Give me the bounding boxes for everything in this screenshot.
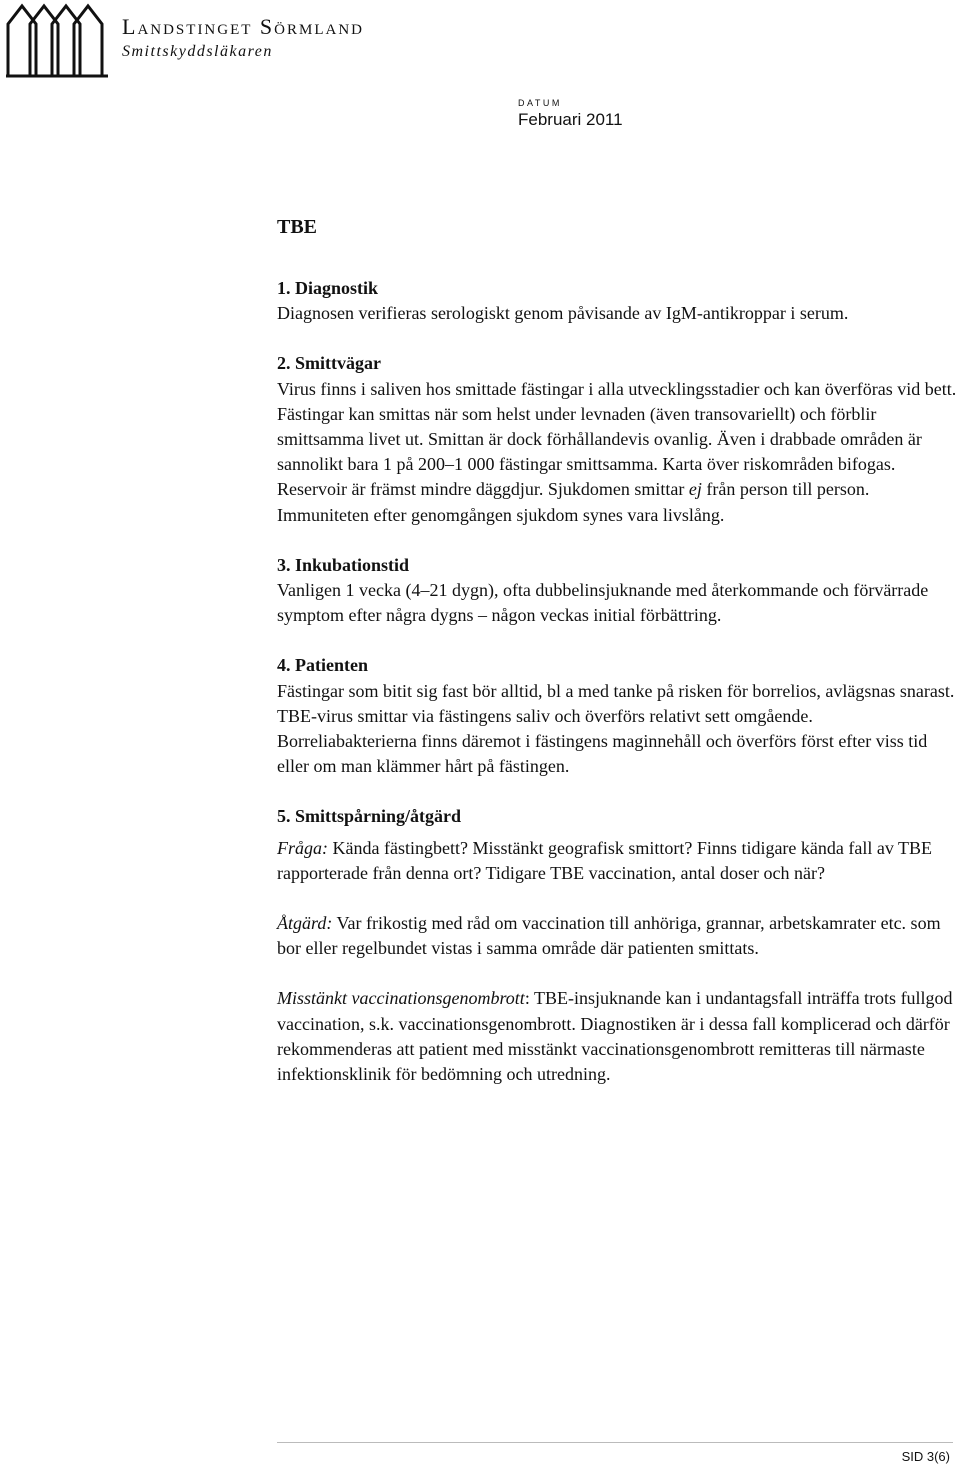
organization-header (122, 14, 364, 62)
document-body (277, 214, 957, 1112)
action-paragraph (277, 911, 957, 961)
section-heading: 4. Patienten (277, 655, 368, 676)
question-paragraph (277, 836, 957, 886)
date-value: Februari 2011 (518, 110, 623, 129)
emphasis-text: ej (688, 479, 702, 500)
date-block (518, 97, 623, 131)
text-part: från person till person. Immuniteten efter genomgången sjukdom synes vara livslång. (277, 479, 870, 525)
document-title: TBE (277, 216, 318, 238)
action-text: Var frikostig med råd om vaccination till anhöriga, grannar, arbetskamrater etc. som bor eller regelbundet vistas i samma område där patienten smittats. (277, 913, 941, 959)
section-text: Fästingar som bitit sig fast bör alltid, bl a med tanke på risken för borrelios, avlägsnas snarast. TBE-virus smittar via fästingens saliv och överförs relativt sett omgående. Borreliabakterierna finns däremot i fästingens maginnehåll och överförs först efter viss tid eller om man klämmer hårt på fästingen. (277, 680, 955, 777)
section-heading: 5. Smittspårning/åtgärd (277, 806, 462, 827)
organization-name: Landstinget Sörmland (122, 14, 364, 39)
breakthrough-text: : TBE-insjuknande kan i undantagsfall inträffa trots fullgod vaccination, s.k. vaccinationsgenombrott. Diagnostiken är i dessa fall komplicerad och därför rekommenderas att patient med misstänkt vaccinationsgenombrott remitteras till närmaste infektionsklinik för bedömning och utredning. (277, 988, 953, 1085)
section-smittvagar (277, 351, 957, 527)
section-heading: 1. Diagnostik (277, 278, 379, 298)
section-heading: 3. Inkubationstid (277, 554, 410, 575)
breakthrough-paragraph (277, 986, 957, 1087)
section-inkubationstid (277, 553, 957, 629)
crown-emblem-logo (4, 2, 110, 78)
section-smittsparning (277, 804, 957, 1087)
footer-divider (277, 1442, 953, 1443)
action-label: Åtgärd: (277, 913, 333, 934)
question-label: Fråga: (277, 837, 328, 858)
section-text (277, 377, 957, 528)
page-number: SID 3(6) (901, 1449, 950, 1464)
section-patienten (277, 653, 957, 779)
section-text: Vanligen 1 vecka (4–21 dygn), ofta dubbelinsjuknande med återkommande och förvärrade symptom efter några dygns – någon veckas initial förbättring. (277, 580, 929, 626)
organization-subtitle: Smittskyddsläkaren (122, 43, 273, 60)
text-part: Virus finns i saliven hos smittade fästingar i alla utvecklingsstadier och kan överföras vid bett. Fästingar kan smittas när som helst under levnaden (även transovariellt) och förblir smittsamma livet ut. Smittan är dock förhållandevis ovanlig. Även i drabbade områden är sannolikt bara 1 på 200–1 000 fästingar smittsamma. Karta över riskområden bifogas. Reservoir är främst mindre däggdjur. Sjukdomen smittar (277, 378, 957, 500)
date-label: DATUM (518, 98, 562, 108)
section-text: Diagnosen verifieras serologiskt genom påvisande av IgM-antikroppar i serum. (277, 303, 849, 324)
question-text: Kända fästingbett? Misstänkt geografisk smittort? Finns tidigare kända fall av TBE rapporterade från denna ort? Tidigare TBE vaccination, antal doser och när? (277, 837, 933, 883)
section-diagnostik (277, 276, 957, 326)
breakthrough-label: Misstänkt vaccinationsgenombrott (277, 988, 525, 1009)
section-heading: 2. Smittvägar (277, 353, 381, 374)
